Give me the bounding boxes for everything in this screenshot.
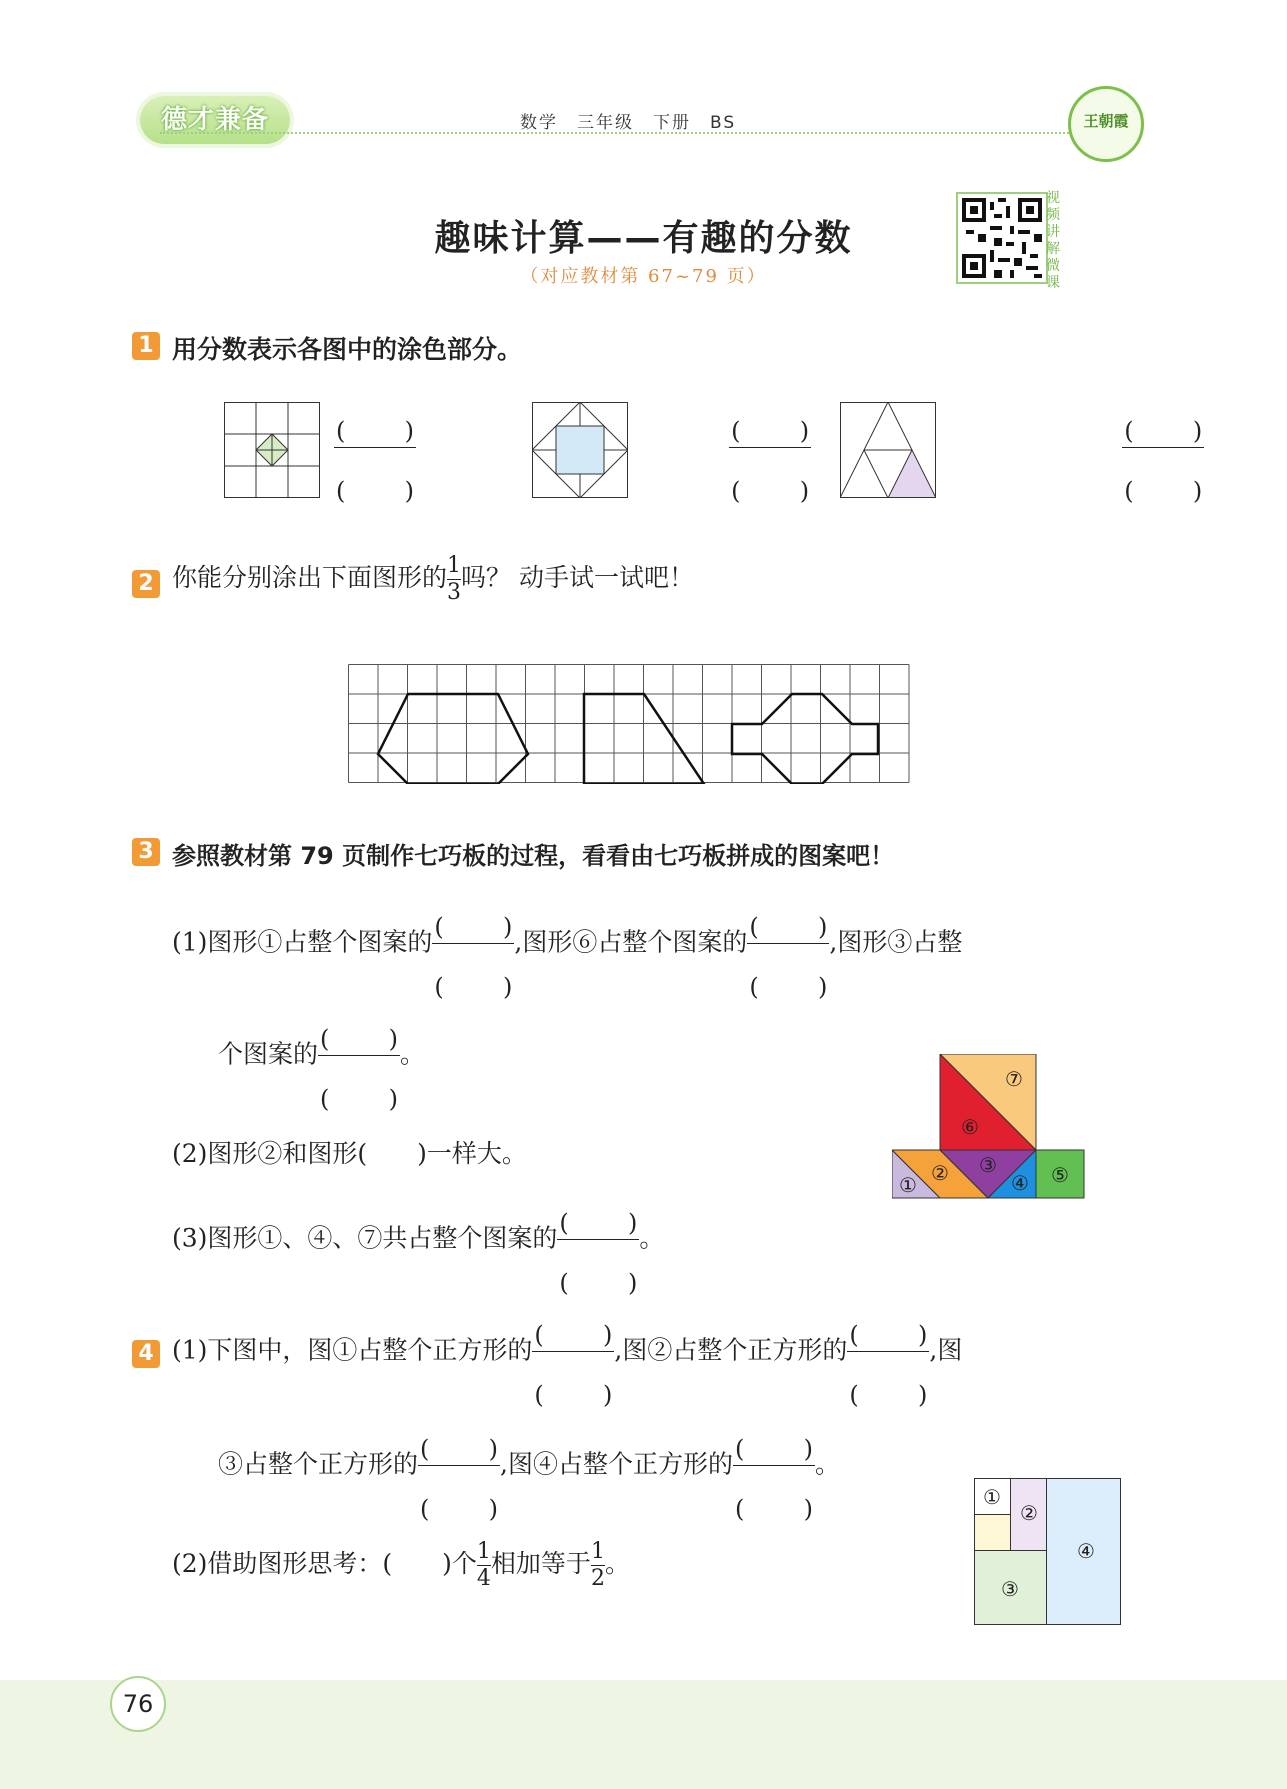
fraction-one-half: $\frac{1}{2}$ [590,1539,605,1591]
q3-blank-3[interactable]: ( ) ( ) [320,1025,399,1113]
q1-answer-2[interactable]: ( ) ( ) [731,417,810,505]
page-number: 76 [110,1676,166,1732]
q3-part-1-line-1: (1)图形①占整个图案的 ( ) ( ) ,图形⑥占整个图案的 ( ) ( ) ,图形③占整 [172,913,963,1001]
header-info: 数学 三年级 下册 BS [520,113,737,133]
qr-label: 视频讲解微课 [1046,190,1060,291]
question-1-number: 1 [132,332,160,360]
q4-blank-2[interactable]: ( ) ( ) [849,1321,928,1409]
q3-blank-2[interactable]: ( ) ( ) [749,913,828,1001]
q2-grid[interactable] [348,664,911,784]
tangram-label-1: ① [899,1173,917,1197]
q4-blank-3[interactable]: ( ) ( ) [420,1435,499,1523]
qr-code[interactable] [956,192,1048,284]
question-2-text: 你能分别涂出下面图形的 $\frac{1}{3}$ 吗？ 动手试一试吧！ [172,553,694,605]
question-1-text: 用分数表示各图中的涂色部分。 [172,335,523,364]
q1-figure-2 [532,402,628,498]
fraction-one-quarter: $\frac{1}{4}$ [476,1539,491,1591]
q4-label-1: ① [983,1485,1001,1509]
q3-blank-1[interactable]: ( ) ( ) [434,913,513,1001]
q2-hexagon [378,694,528,784]
q3-blank-4[interactable]: ( ) ( ) [559,1209,638,1297]
q4-label-2: ② [1020,1501,1038,1525]
tangram-label-4: ④ [1011,1171,1029,1195]
author-seal [1068,86,1144,162]
brand-logo [140,96,290,144]
q4-part-1-line-1: (1)下图中，图①占整个正方形的 ( ) ( ) ,图②占整个正方形的 ( ) ( ) ,图 [172,1321,963,1409]
q4-blank-1[interactable]: ( ) ( ) [534,1321,613,1409]
question-3-number: 3 [132,838,160,866]
tangram-figure [892,1054,1086,1200]
fraction-one-third: $\frac{1}{3}$ [447,553,462,605]
q4-part-2: (2)借助图形思考：( )个 $\frac{1}{4}$ 相加等于 $\frac{1}{2}$ 。 [172,1539,630,1591]
tangram-label-3: ③ [979,1153,997,1177]
q3-part-2[interactable]: (2)图形②和图形( )一样大。 [172,1139,527,1168]
q4-piece-1b [975,1515,1011,1551]
tangram-label-5: ⑤ [1051,1163,1069,1187]
q4-blank-4[interactable]: ( ) ( ) [734,1435,813,1523]
page-footer-background [0,1680,1287,1789]
question-3-text: 参照教材第 79 页制作七巧板的过程，看看由七巧板拼成的图案吧！ [172,842,895,870]
tangram-label-6: ⑥ [961,1115,979,1139]
qr-code-icon [962,198,1042,278]
tangram-label-7: ⑦ [1005,1067,1023,1091]
q1-answer-1[interactable]: ( ) ( ) [336,417,414,505]
brand-text: 德才兼备 [160,105,269,135]
q3-part-3: (3)图形①、④、⑦共占整个图案的 ( ) ( ) 。 [172,1209,665,1297]
seal-text: 王朝霞 [1083,112,1129,130]
q1-figure-3 [840,402,936,498]
q4-square-figure [974,1478,1122,1626]
tangram-label-2: ② [931,1161,949,1185]
q1-figure-1 [224,402,320,498]
q4-label-3: ③ [1001,1577,1019,1601]
q4-label-4: ④ [1077,1539,1095,1563]
page-title: 趣味计算——有趣的分数 [434,218,853,259]
question-2-number: 2 [132,570,160,598]
page-subtitle: （对应教材第 67~79 页） [520,266,767,287]
q4-part-1-line-2: ③占整个正方形的 ( ) ( ) ,图④占整个正方形的 ( ) ( ) 。 [218,1435,840,1523]
question-4-number: 4 [132,1340,160,1368]
q2-octagon-shape [732,694,878,784]
q3-part-1-line-2: 个图案的 ( ) ( ) 。 [218,1025,426,1113]
q1-answer-3[interactable]: ( ) ( ) [1124,417,1203,505]
